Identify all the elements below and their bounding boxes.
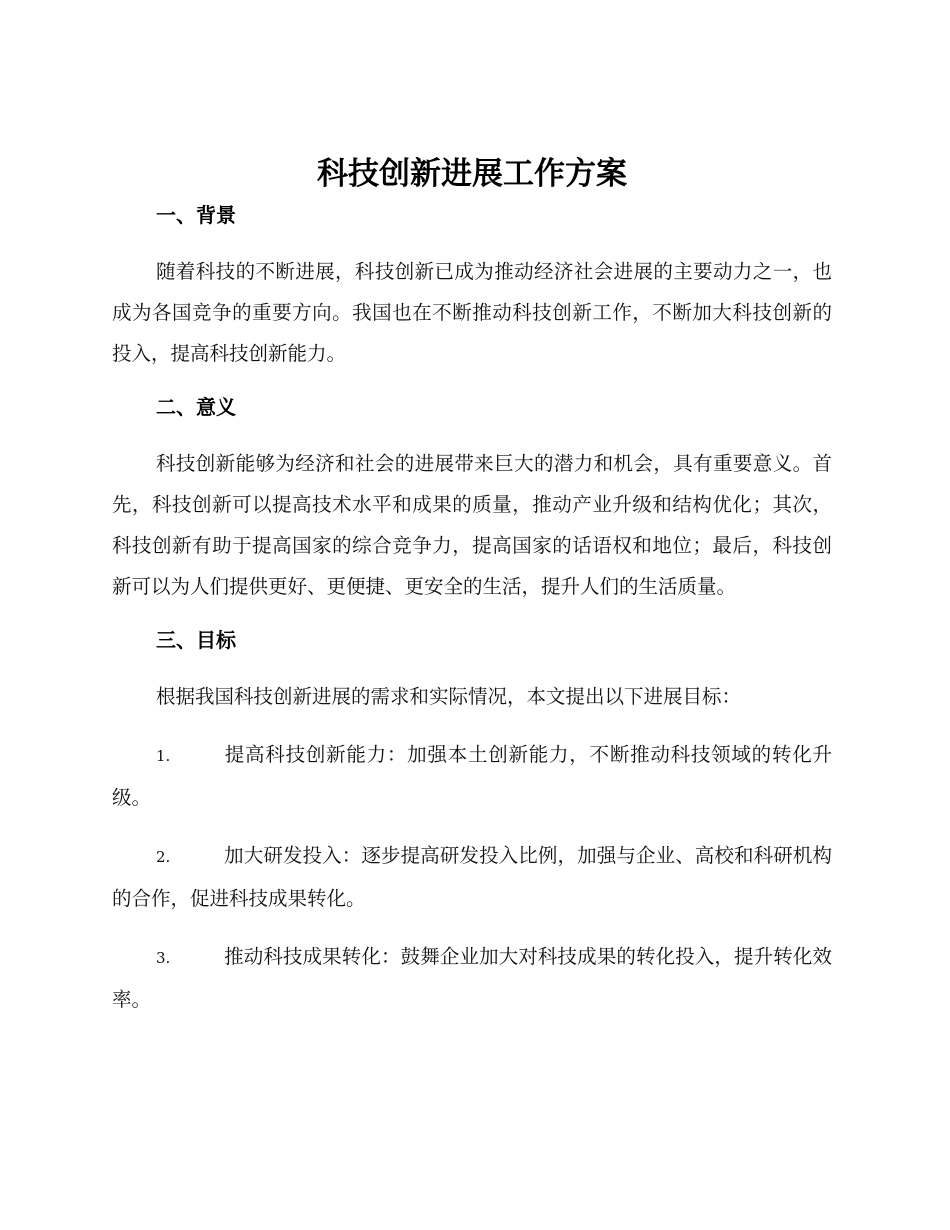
section-goals [112, 625, 832, 1020]
list-number: 1. [156, 747, 171, 765]
section-significance [112, 392, 832, 607]
paragraph: 根据我国科技创新进展的需求和实际情况，本文提出以下进展目标： [156, 685, 742, 708]
list-text: 加大研发投入：逐步提高研发投入比例，加强与企业、高校和科研机构的合作，促进科技成果转化。 [112, 844, 832, 910]
list-number: 2. [156, 848, 171, 866]
paragraph: 随着科技的不断进展，科技创新已成为推动经济社会进展的主要动力之一，也成为各国竞争的重要方向。我国也在不断推动科技创新工作，不断加大科技创新的投入，提高科技创新能力。 [112, 260, 832, 365]
paragraph: 科技创新能够为经济和社会的进展带来巨大的潜力和机会，具有重要意义。首先，科技创新可以提高技术水平和成果的质量，推动产业升级和结构优化；其次，科技创新有助于提高国家的综合竞争力，提高国家的话语权和地位；最后，科技创新可以为人们提供更好、更便捷、更安全的生活，提升人们的生活质量。 [112, 452, 832, 598]
section-heading: 三、目标 [156, 628, 236, 652]
section-heading: 一、背景 [156, 203, 236, 227]
section-heading: 二、意义 [156, 395, 236, 419]
list-item [112, 936, 832, 1020]
list-item [112, 734, 832, 818]
list-number: 3. [156, 949, 171, 967]
list-text: 提高科技创新能力：加强本土创新能力，不断推动科技领域的转化升级。 [112, 743, 832, 809]
list-text: 推动科技成果转化：鼓舞企业加大对科技成果的转化投入，提升转化效率。 [112, 945, 832, 1011]
document-title: 科技创新进展工作方案 [317, 156, 627, 192]
section-background [112, 200, 832, 374]
document-page [112, 148, 832, 1020]
list-item [112, 835, 832, 919]
